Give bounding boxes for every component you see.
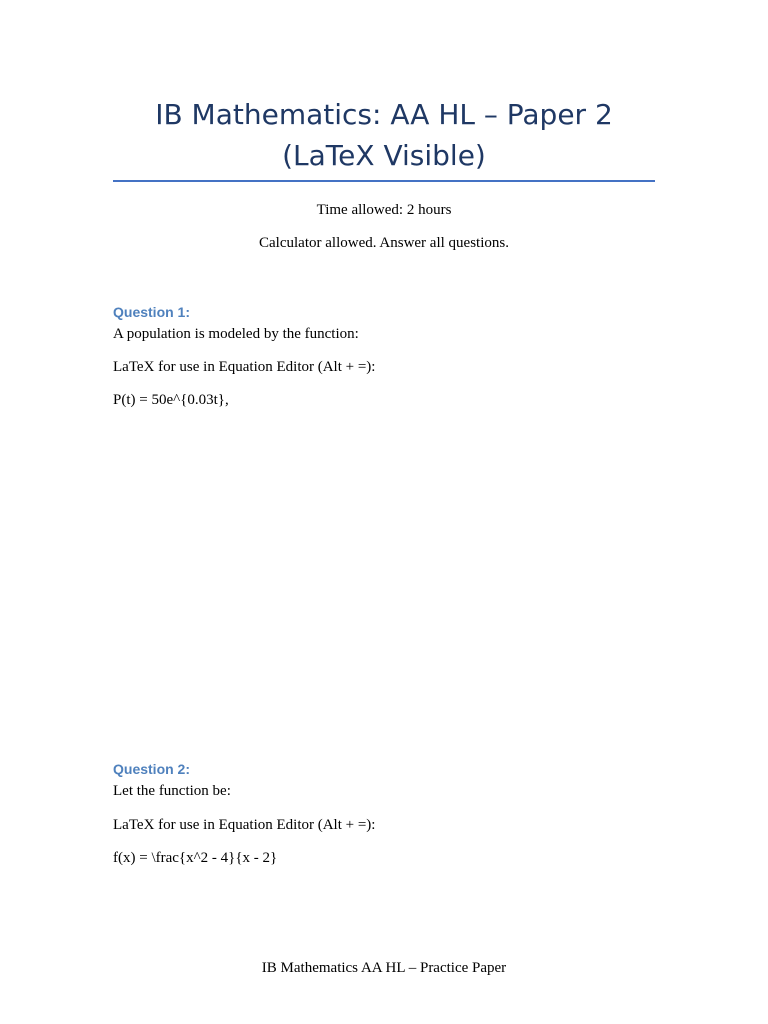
question-2-heading: Question 2: [113,761,191,777]
page-footer: IB Mathematics AA HL – Practice Paper [261,960,507,976]
question-2-latex: f(x) = \frac{x^2 - 4}{x - 2} [113,850,278,866]
title-underline [113,180,655,182]
exam-instructions: Calculator allowed. Answer all questions. [259,235,509,251]
question-1-intro: A population is modeled by the function: [113,326,359,342]
question-1-heading: Question 1: [113,304,191,320]
time-allowed: Time allowed: 2 hours [316,202,452,218]
question-2-intro: Let the function be: [113,783,231,799]
question-1-latex-note: LaTeX for use in Equation Editor (Alt + =): [113,359,376,375]
question-1-latex: P(t) = 50e^{0.03t}, [113,392,229,408]
question-2-latex-note: LaTeX for use in Equation Editor (Alt + =): [113,817,376,833]
document-title: IB Mathematics: AA HL – Paper 2 (LaTeX Visible) [155,98,613,172]
